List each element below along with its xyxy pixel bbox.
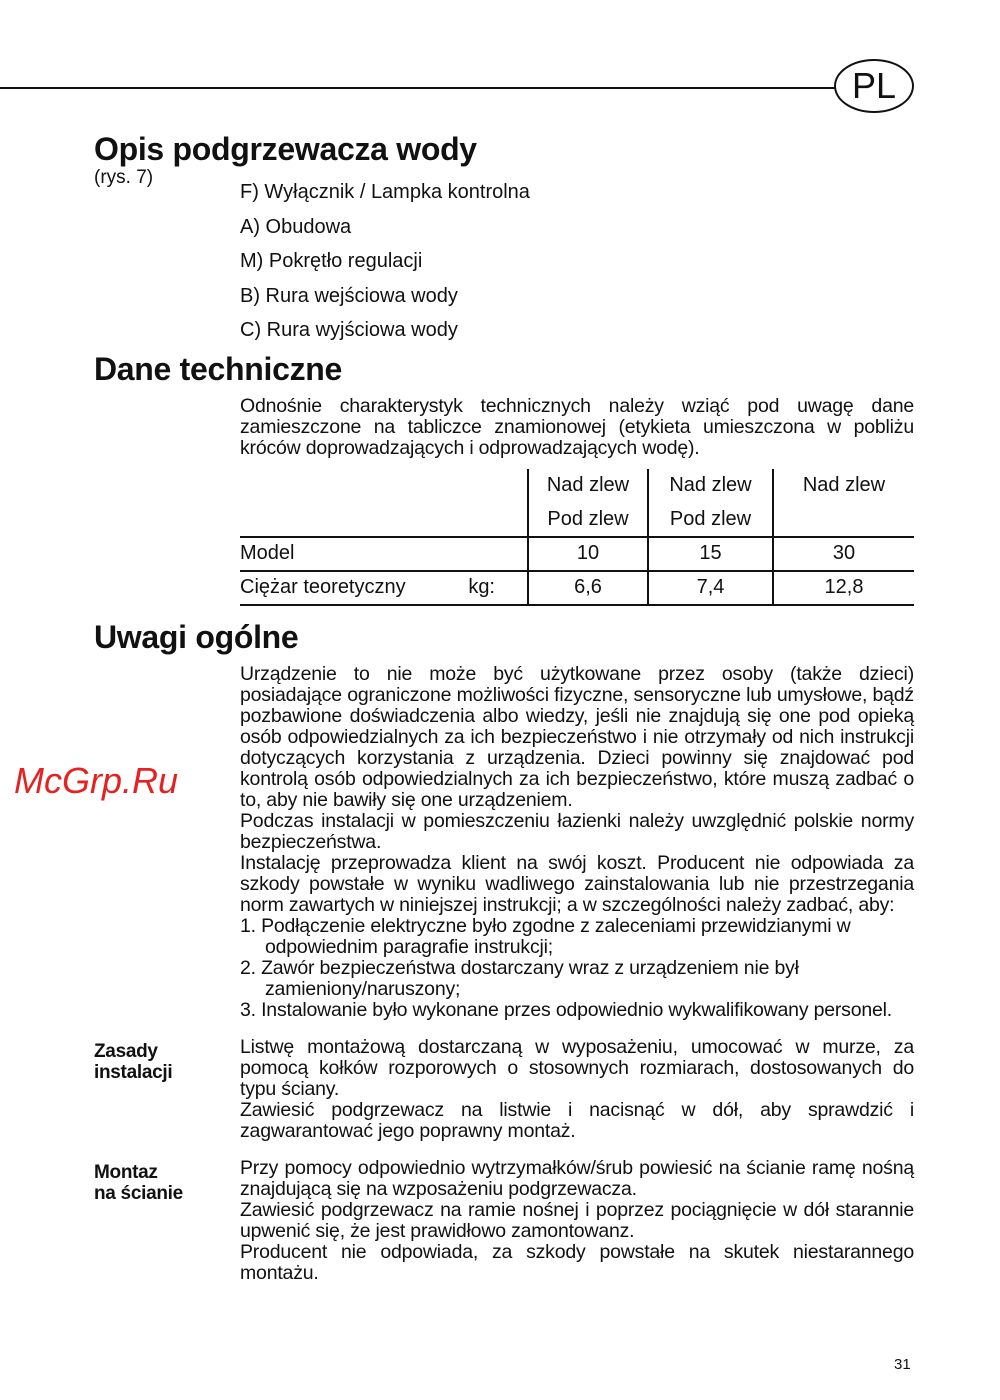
heading-uwagi: Uwagi ogólne xyxy=(94,618,299,655)
list-item: F) Wyłącznik / Lampka kontrolna xyxy=(240,181,530,203)
language-badge: PL xyxy=(834,59,914,113)
figure-ref: (rys. 7) xyxy=(94,167,154,188)
list-item: M) Pokrętło regulacji xyxy=(240,250,423,272)
parts-list xyxy=(240,175,914,348)
parts-section xyxy=(94,167,914,348)
table-row: Ciężar teoretyczny kg: 6,6 7,4 12,8 xyxy=(240,571,914,605)
list-item: A) Obudowa xyxy=(240,215,352,238)
installation-rules: Listwę montażową dostarczaną w wyposażeniu, umocować w murze, za pomocą kołków rozporowych o stosownych rozmiarach, dostosowanych do typu ściany. Zawiesić podgrzewacz na listwie i nacisnąć w dół, aby sprawdzić i zagwarantować jego poprawny montaż. xyxy=(240,1035,914,1142)
wall-mounting: Przy pomocy odpowiednio wytrzymałków/śrub powiesić na ścianie ramę nośną znajdującą się na wzposażeniu podgrzewacza. Zawiesić podgrzewacz na ramie nośnej i poprzez pociągnięcie w dół starannie upwenić się, że jest prawidłowo zamontowanz. Producent nie odpowiada, za szkody powstałe na skutek niestarannego montażu. xyxy=(240,1156,914,1284)
side-label-zasady: Zasady instalacji xyxy=(94,1040,173,1083)
table-row: Model 10 15 30 xyxy=(240,537,914,571)
list-item: B) Rura wejściowa wody xyxy=(240,284,458,307)
list-item: C) Rura wyjściowa wody xyxy=(240,319,458,341)
table-row: Pod zlew Pod zlew xyxy=(240,503,914,537)
heading-opis: Opis podgrzewacza wody xyxy=(94,131,477,167)
tech-intro: Odnośnie charakterystyk technicznych należy wziąć pod uwagę dane zamieszczone na tabliczce znamionowej (etykieta umieszczona w pobliżu króców doprowadzających i odprowadzających wodę). xyxy=(240,394,914,459)
watermark: McGrp.Ru xyxy=(14,760,179,801)
page-number: 31 xyxy=(894,1356,911,1373)
table-row: Nad zlew Nad zlew Nad zlew xyxy=(240,469,914,503)
side-label-montaz: Montaz na ścianie xyxy=(94,1161,183,1204)
tech-table xyxy=(240,469,914,606)
header-rule xyxy=(0,87,836,89)
page-content xyxy=(94,130,914,1284)
heading-dane: Dane techniczne xyxy=(94,350,343,387)
general-notes: Urządzenie to nie może być użytkowane przez osoby (także dzieci) posiadające ograniczone możliwości fizyczne, sensoryczne lub umysłowe, bądź pozbawione doświadczenia albo wiedzy, jeśli nie znajdują się one pod opieką osób odpowiedzialnych za ich bezpieczeństwo i nie otrzymały od nich instrukcji dotyczących korzystania z urządzenia. Dzieci powinny się znajdować pod kontrolą osób odpowiedzialnych za ich bezpieczeństwo, które muszą zadbać o to, aby nie bawiły się one urządzeniem. Podczas instalacji w pomieszczeniu łazienki należy uwzględnić polskie normy bezpieczeństwa. Instalację przeprowadza klient na swój koszt. Producent nie odpowiada za szkody powstałe w wyniku wadliwego zainstalowania lub nie przestrzegania norm zawartych w niniejszej instrukcji; a w szczególności należy zadbać, aby: 1. Podłączenie elektryczne było zgodne z zaleceniami przewidzianymi w odpowiednim paragrafie instrukcji; 2. Zawór bezpieczeństwa dostarczany wraz z urządzeniem nie był zamieniony/naruszony; 3. Instalowanie było wykonane przes odpowiednio wykwalifikowany personel. xyxy=(240,662,914,1021)
